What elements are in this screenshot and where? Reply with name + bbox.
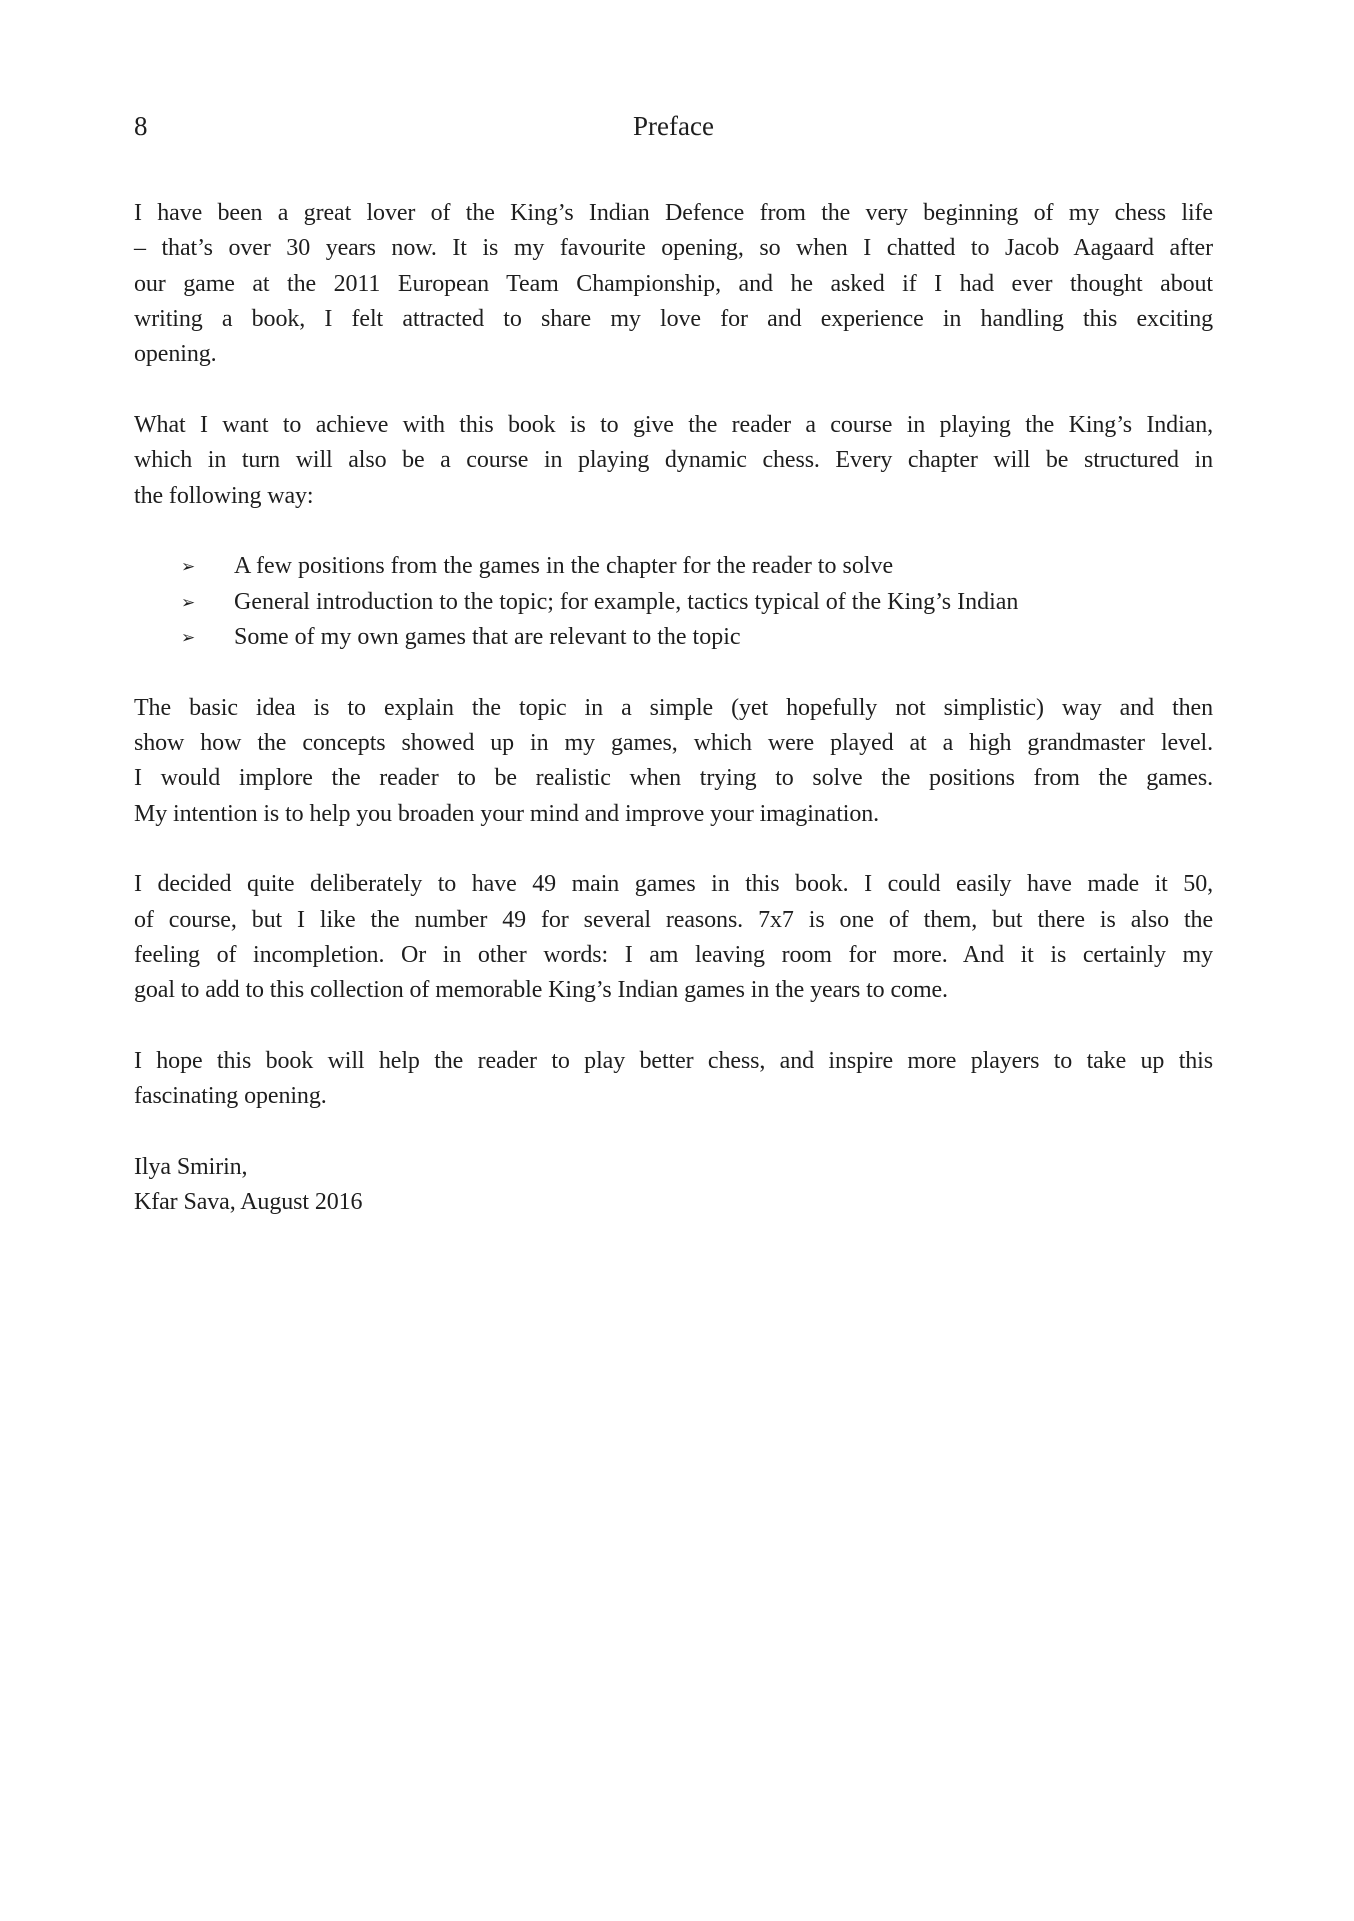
- bullet-item: [134, 620, 1213, 655]
- arrowhead-bullet-icon: ➢: [181, 557, 196, 578]
- arrowhead-bullet-icon: ➢: [181, 592, 196, 613]
- arrowhead-bullet-icon: ➢: [181, 627, 196, 648]
- paragraph: [134, 867, 1213, 1008]
- page-header: [134, 109, 1213, 145]
- text-line: of course, but I like the number 49 for several reasons. 7x7 is one of them, but there is also the: [134, 906, 1213, 933]
- text-line: – that’s over 30 years now. It is my favourite opening, so when I chatted to Jacob Aagaard after: [134, 235, 1213, 262]
- page-body: [134, 196, 1213, 1221]
- text-line: the following way:: [134, 482, 314, 509]
- page-title: Preface: [633, 111, 714, 141]
- text-line: I have been a great lover of the King’s Indian Defence from the very beginning of my chess life: [134, 200, 1213, 226]
- text-line: What I want to achieve with this book is to give the reader a course in playing the King’s Indian,: [134, 411, 1213, 438]
- bullet-item-text: A few positions from the games in the chapter for the reader to solve: [234, 553, 894, 580]
- text-line: show how the concepts showed up in my games, which were played at a high grandmaster level.: [134, 729, 1213, 756]
- bullet-item: [134, 549, 1213, 584]
- paragraph: [134, 691, 1213, 832]
- text-line: writing a book, I felt attracted to share my love for and experience in handling this exciting: [134, 305, 1213, 332]
- bullet-list: [134, 549, 1213, 655]
- text-line: I decided quite deliberately to have 49 main games in this book. I could easily have made it 50,: [134, 871, 1213, 898]
- page-number: 8: [134, 111, 148, 141]
- text-line: which in turn will also be a course in playing dynamic chess. Every chapter will be structured in: [134, 447, 1213, 474]
- signature-block: [134, 1150, 1213, 1221]
- text-line: My intention is to help you broaden your mind and improve your imagination.: [134, 800, 880, 827]
- text-line: fascinating opening.: [134, 1083, 327, 1110]
- text-line: opening.: [134, 341, 217, 368]
- text-line: our game at the 2011 European Team Championship, and he asked if I had ever thought about: [134, 270, 1213, 297]
- text-line: goal to add to this collection of memorable King’s Indian games in the years to come.: [134, 977, 948, 1004]
- bullet-item-text: General introduction to the topic; for example, tactics typical of the King’s Indian: [234, 588, 1019, 615]
- paragraph: [134, 196, 1213, 373]
- text-line: feeling of incompletion. Or in other words: I am leaving room for more. And it is certainly my: [134, 941, 1213, 968]
- text-line: I would implore the reader to be realistic when trying to solve the positions from the games.: [134, 765, 1213, 792]
- text-line: I hope this book will help the reader to play better chess, and inspire more players to take up this: [134, 1047, 1213, 1074]
- bullet-item: [134, 585, 1213, 620]
- text-line: Ilya Smirin,: [134, 1153, 248, 1180]
- paragraph: [134, 1044, 1213, 1115]
- text-line: Kfar Sava, August 2016: [134, 1189, 363, 1216]
- bullet-item-text: Some of my own games that are relevant to the topic: [234, 623, 741, 650]
- paragraph: [134, 408, 1213, 514]
- text-line: The basic idea is to explain the topic in a simple (yet hopefully not simplistic) way and then: [134, 694, 1213, 721]
